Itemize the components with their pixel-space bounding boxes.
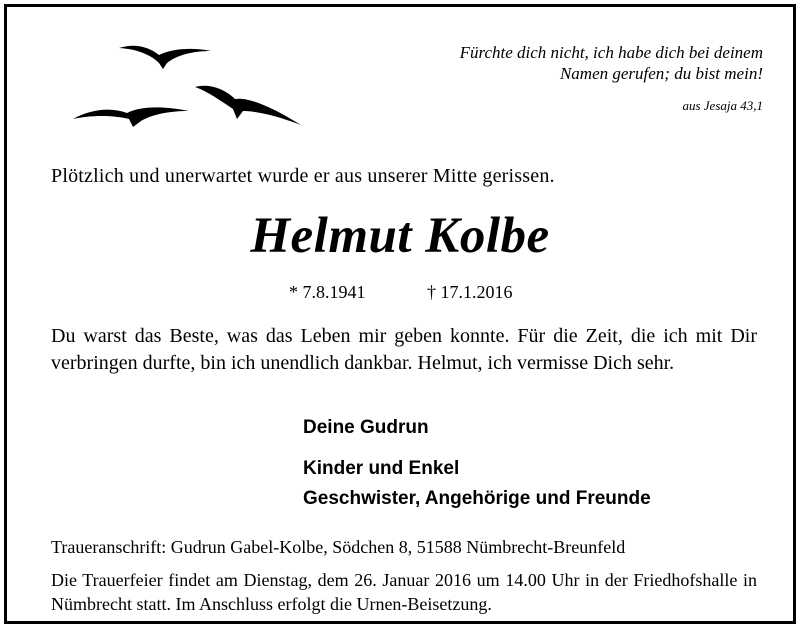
quote-line-1: Fürchte dich nicht, ich habe dich bei deinem <box>459 43 763 62</box>
mourning-address: Traueranschrift: Gudrun Gabel-Kolbe, Södchen 8, 51588 Nümbrecht-Breunfeld <box>51 537 626 557</box>
bird-icon <box>119 46 211 69</box>
obituary-notice <box>4 4 796 624</box>
signature-spouse: Deine Gudrun <box>303 417 429 438</box>
birth-date: * 7.8.1941 <box>289 282 366 302</box>
bird-icon <box>73 107 189 127</box>
death-date: † 17.1.2016 <box>427 282 513 302</box>
bird-icon <box>195 86 301 125</box>
intro-text: Plötzlich und unerwartet wurde er aus unserer Mitte gerissen. <box>51 165 555 187</box>
quote-source: aus Jesaja 43,1 <box>682 98 763 113</box>
deceased-name: Helmut Kolbe <box>250 208 550 264</box>
signature-children: Kinder und Enkel <box>303 458 460 479</box>
flying-birds-icon <box>67 39 307 131</box>
bible-quote <box>460 42 763 84</box>
funeral-details: Die Trauerfeier findet am Dienstag, dem 26. Januar 2016 um 14.00 Uhr in der Friedhofshalle in Nümbrecht statt. Im Anschluss erfolgt die Urnen-Beisetzung. <box>51 570 757 614</box>
signature-relatives: Geschwister, Angehörige und Freunde <box>303 488 651 509</box>
quote-line-2: Namen gerufen; du bist mein! <box>559 64 763 83</box>
farewell-message: Du warst das Beste, was das Leben mir geben konnte. Für die Zeit, die ich mit Dir verbringen durfte, bin ich unendlich dankbar. Helmut, ich vermisse Dich sehr. <box>51 325 757 374</box>
